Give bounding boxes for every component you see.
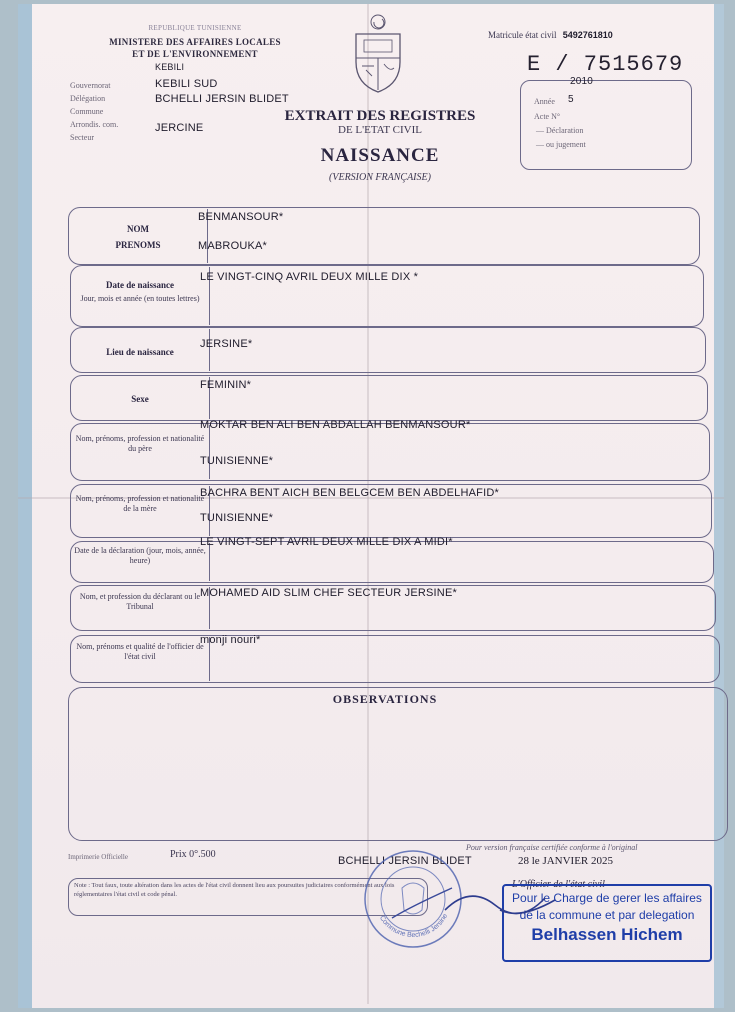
title-line2: DE L'ETAT CIVIL	[338, 124, 422, 136]
signing-place: BCHELLI JERSIN BLIDET	[338, 855, 472, 867]
acte-year: 2010	[570, 76, 594, 87]
ministry-line2: ET DE L'ENVIRONNEMENT	[132, 49, 258, 59]
declaration-option: — Déclaration	[536, 126, 584, 135]
matricule-value: 5492761810	[562, 30, 613, 40]
gouvernorat-value: KEBILI	[155, 62, 185, 72]
nom-value: BENMANSOUR*	[198, 211, 284, 223]
serial-number: E / 7515679	[527, 52, 684, 77]
title-line1: EXTRAIT DES REGISTRES	[284, 108, 476, 124]
prenom-value: MABROUKA*	[198, 240, 268, 252]
sexe-value: FEMININ*	[200, 379, 252, 391]
mother-nationality: TUNISIENNE*	[200, 512, 274, 524]
birth-place-label-text: Lieu de naissance	[106, 347, 174, 357]
secteur-label: Secteur	[70, 133, 94, 142]
declaration-label: Date de la déclaration (jour, mois, année, heure)	[74, 546, 206, 565]
observations-box	[68, 687, 728, 841]
declarant-value: MOHAMED AID SLIM CHEF SECTEUR JERSINE*	[200, 587, 457, 599]
jugement-option: — ou jugement	[536, 140, 586, 149]
title-version: (VERSION FRANÇAISE)	[329, 172, 431, 183]
annee-label: Année	[534, 97, 555, 106]
matricule-label	[488, 30, 613, 40]
officer-label: Nom, prénoms et qualité de l'officier de l'état civil	[76, 642, 204, 661]
title-main: NAISSANCE	[320, 145, 440, 166]
birth-place-value: JERSINE*	[200, 338, 253, 350]
row-divider	[209, 425, 210, 479]
price-label: Prix 0°.500	[170, 849, 216, 860]
signature-icon	[440, 880, 560, 930]
row-nom-prenoms	[68, 207, 700, 265]
ministry-line1: MINISTERE DES AFFAIRES LOCALES	[109, 37, 281, 47]
sexe-label-text: Sexe	[131, 394, 149, 404]
row-divider	[209, 543, 210, 581]
round-stamp-text: Commune Bechelli Jersine	[377, 912, 450, 940]
sexe-label	[74, 394, 206, 405]
printer-label: Imprimerie Officielle	[68, 853, 128, 861]
acte-box	[520, 80, 692, 170]
officer-value: monji nouri*	[200, 634, 261, 646]
nom-label-text: NOM	[127, 224, 149, 234]
declarant-label: Nom, et profession du déclarant ou le Tribunal	[79, 592, 201, 611]
gouvernorat-label: Gouvernorat	[70, 81, 111, 90]
birth-place-label	[74, 347, 206, 358]
delegation-label: Délégation	[70, 94, 106, 103]
birth-date-sub: Jour, mois et année (en toutes lettres)	[80, 294, 200, 303]
declaration-value: LE VINGT-SEPT AVRIL DEUX MILLE DIX A MIDI*	[200, 536, 453, 548]
birth-date-value: LE VINGT-CINQ AVRIL DEUX MILLE DIX *	[200, 271, 419, 283]
republic-text: REPUBLIQUE TUNISIENNE	[148, 24, 242, 32]
birth-date-label	[74, 280, 206, 291]
conform-note: Pour version française certifiée conforme à l'original	[466, 843, 638, 852]
stamp-line3: Belhassen Hichem	[531, 925, 683, 944]
delegation-value: KEBILI SUD	[155, 78, 218, 90]
nom-label	[72, 224, 204, 235]
stamp-line1: Pour le Charge de gerer les affaires	[512, 891, 702, 905]
observations-label: OBSERVATIONS	[332, 692, 438, 706]
annee-value: 5	[568, 94, 574, 105]
coat-of-arms-icon	[350, 12, 406, 94]
prenoms-label-text: PRENOMS	[115, 240, 161, 250]
officer-title: L'Officier de l'état civil	[512, 879, 605, 890]
father-name: MOKTAR BEN ALI BEN ABDALLAH BENMANSOUR*	[200, 419, 471, 431]
secteur-value: JERCINE	[155, 122, 204, 134]
commune-value: BCHELLI JERSIN BLIDET	[155, 93, 289, 105]
row-divider	[209, 329, 210, 371]
commune-label: Commune	[70, 107, 104, 116]
mother-name: BACHRA BENT AICH BEN BELGCEM BEN ABDELHAFID*	[200, 487, 499, 499]
prenoms-label	[72, 240, 204, 251]
father-nationality: TUNISIENNE*	[200, 455, 274, 467]
mother-label: Nom, prénoms, profession et nationalité de la mère	[75, 494, 205, 513]
legal-note: Note : Tout faux, toute altération dans les actes de l'état civil donnent lieu aux poursuites judiciaires conformément aux lois réglementaires l'état civil et code pénal.	[74, 882, 395, 898]
signing-date: 28 le JANVIER 2025	[518, 855, 614, 867]
acte-number-label: Acte N°	[534, 112, 561, 121]
arrondissement-label: Arrondis. com.	[70, 120, 119, 129]
birth-date-label-text: Date de naissance	[106, 280, 174, 290]
svg-text:Commune Bechelli Jersine	[378, 913, 449, 939]
stamp-line2: de la commune et par delegation	[519, 908, 695, 922]
matricule-label-text: Matricule état civil	[488, 30, 557, 40]
father-label: Nom, prénoms, profession et nationalité du père	[75, 434, 205, 453]
